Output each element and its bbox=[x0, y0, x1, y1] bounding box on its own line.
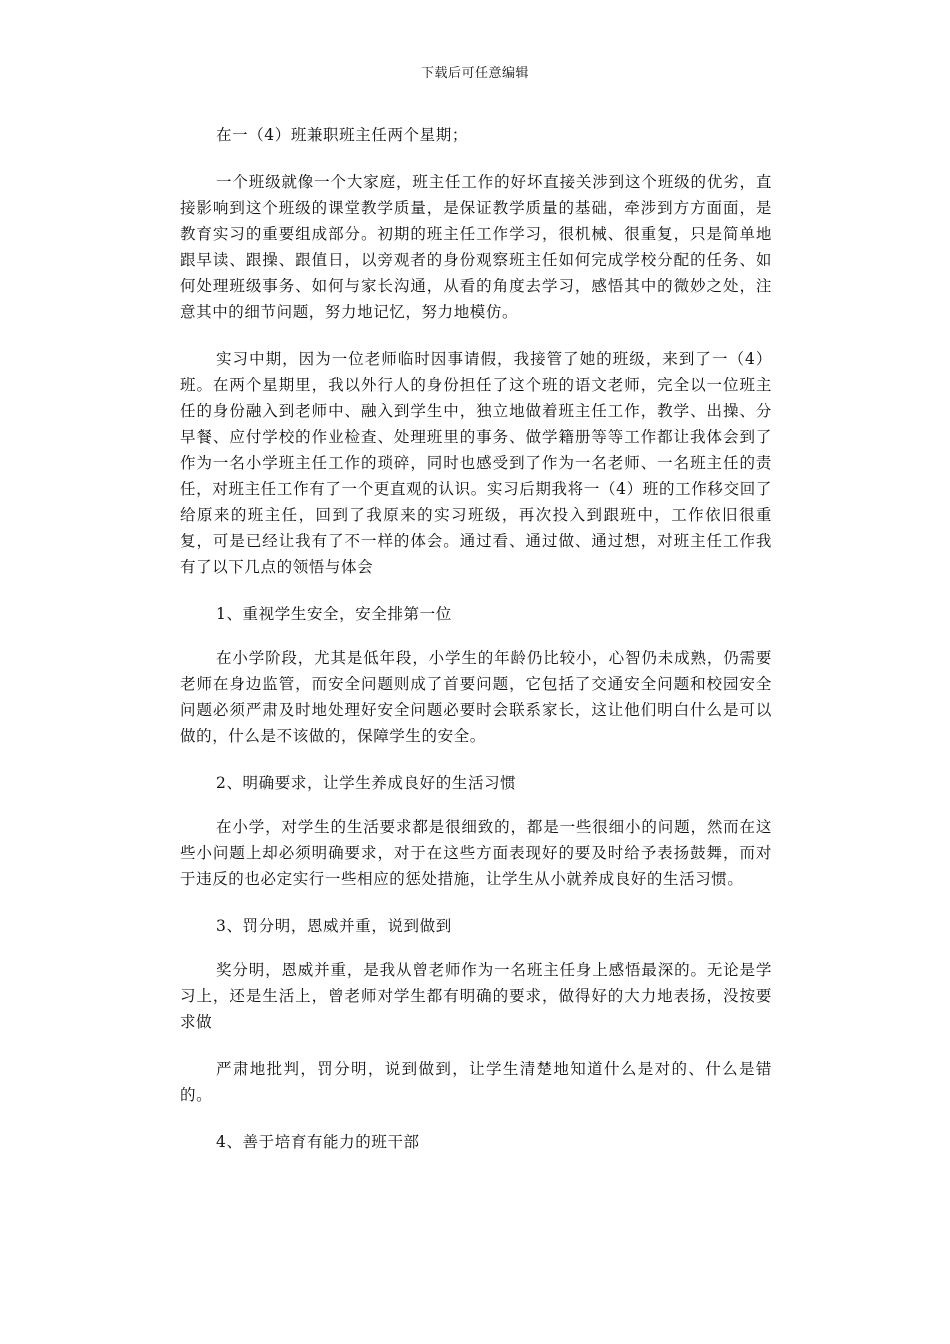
paragraph-mid-stage: 实习中期，因为一位老师临时因事请假，我接管了她的班级，来到了一（4）班。在两个星期里，我以外行人的身份担任了这个班的语文老师，完全以一位班主任的身份融入到老师中、融入到学生中，独立地做着班主任工作，教学、出操、分早餐、应付学校的作业检查、处理班里的事务、做学籍册等等工作都让我体会到了作为一名小学班主任工作的琐碎，同时也感受到了作为一名老师、一名班主任的责任，对班主任工作有了一个更直观的认识。实习后期我将一（4）班的工作移交回了给原来的班主任，回到了我原来的实习班级，再次投入到跟班中，工作依旧很重复，可是已经让我有了不一样的体会。通过看、通过做、通过想，对班主任工作我有了以下几点的领悟与体会 bbox=[180, 350, 772, 576]
section-heading-4: 4、善于培育有能力的班干部 bbox=[216, 1133, 420, 1151]
paragraph-safety: 在小学阶段，尤其是低年段，小学生的年龄仍比较小，心智仍未成熟，仍需要老师在身边监管，而安全问题则成了首要问题，它包括了交通安全问题和校园安全问题必须严肃及时地处理好安全问题必要时会联系家长，这让他们明白什么是可以做的，什么是不该做的，保障学生的安全。 bbox=[180, 649, 772, 745]
paragraph-rewards: 奖分明，恩威并重，是我从曾老师作为一名班主任身上感悟最深的。无论是学习上，还是生活上，曾老师对学生都有明确的要求，做得好的大力地表扬，没按要求做 bbox=[180, 961, 772, 1031]
section-heading-2: 2、明确要求，让学生养成良好的生活习惯 bbox=[216, 774, 517, 792]
section-heading-1: 1、重视学生安全，安全排第一位 bbox=[216, 605, 452, 623]
paragraph-intro: 在一（4）班兼职班主任两个星期； bbox=[216, 126, 468, 144]
paragraph-strict: 严肃地批判，罚分明，说到做到，让学生清楚地知道什么是对的、什么是错的。 bbox=[180, 1060, 772, 1104]
page-header: 下载后可任意编辑 bbox=[420, 66, 529, 81]
paragraph-early-stage: 一个班级就像一个大家庭，班主任工作的好坏直接关涉到这个班级的优劣，直接影响到这个班级的课堂教学质量，是保证教学质量的基础，牵涉到方方面面，是教育实习的重要组成部分。初期的班主任工作学习，很机械、很重复，只是简单地跟早读、跟操、跟值日，以旁观者的身份观察班主任如何完成学校分配的任务、如何处理班级事务、如何与家长沟通，从看的角度去学习，感悟其中的微妙之处，注意其中的细节问题，努力地记忆，努力地模仿。 bbox=[180, 173, 772, 321]
paragraph-habits: 在小学，对学生的生活要求都是很细致的，都是一些很细小的问题，然而在这些小问题上却必须明确要求，对于在这些方面表现好的要及时给予表扬鼓舞，而对于违反的也必定实行一些相应的惩处措施，让学生从小就养成良好的生活习惯。 bbox=[180, 818, 772, 888]
section-heading-3: 3、罚分明，恩威并重，说到做到 bbox=[216, 917, 452, 935]
document-body bbox=[180, 122, 772, 1173]
